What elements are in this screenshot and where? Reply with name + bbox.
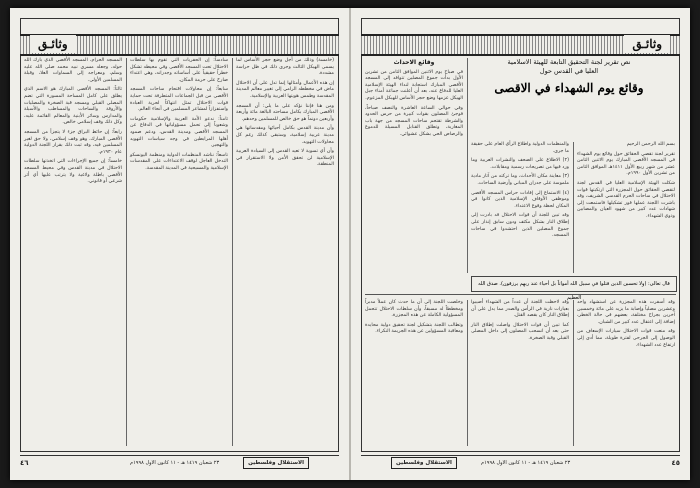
quran-verse-box: قال تعالى: (ولا تحسبن الذين قتلوا في سبيل الله أمواتاً بل أحياء عند ربهم يرزقون). صدق الله العظيم	[471, 276, 677, 292]
column-divider	[467, 300, 468, 446]
paper-name: الاستقلال وفلسطين	[391, 457, 457, 469]
paragraph: (٢) الاطلاع على الصحف والنشرات العربية وما ورد فيها من تصريحات رسمية ومقابلات.	[471, 158, 569, 170]
text-column	[24, 58, 122, 446]
section-title: وثائـق	[624, 35, 670, 53]
section-divider	[365, 294, 676, 295]
text-column	[236, 58, 334, 446]
paragraph: بسم الله الرحمن الرحيم	[626, 142, 675, 147]
paragraph: وقد أسفرت هذه المجزرة عن استشهاد واحد وعشرين مصلياً وإصابة ما يزيد على مائة وخمسين آخرين بجراح مختلفة، بعضهم في حالة الخطر، إضافة إلى اعتقال عدد كبير من الشبان.	[577, 300, 675, 325]
headline-kicker: العليا في القدس حول	[539, 67, 599, 75]
text-column	[471, 142, 569, 273]
paragraph: (٣) معاينة مكان الأحداث، وما تركته من آثار مادية ملموسة على جدران المباني وأرضية الساحات.	[471, 174, 569, 186]
page-footer	[361, 455, 680, 470]
article-columns	[24, 58, 335, 446]
column-divider	[126, 58, 127, 446]
column-divider	[573, 142, 574, 273]
paragraph: وخلصت اللجنة إلى أن ما حدث كان عملاً مدبراً ومخططاً له مسبقاً، وأن سلطات الاحتلال تتحمل المسؤولية الكاملة عن هذه المجزرة.	[365, 300, 463, 319]
paragraph: سابعاً: إن محاولات اقتحام ساحات المسجد الأقصى من قبل الجماعات المتطرفة تحت حماية قوات الاحتلال تمثل انتهاكاً لحرية العبادة واستفزازاً لمشاعر المسلمين في أنحاء العالم.	[130, 87, 228, 113]
paragraph: وأن أي تسوية لا تعيد القدس إلى السيادة العربية الإسلامية لن تحقق الأمن ولا الاستقرار في المنطقة.	[236, 149, 334, 168]
headline-title: وقائع يوم الشهداء في الاقصى	[494, 81, 644, 95]
paper-name: الاستقلال وفلسطين	[243, 457, 309, 469]
section-header	[361, 34, 680, 56]
paragraph: ومن هنا فإننا نؤكد على ما يلي: أن المسجد الأقصى المبارك بكامل مساحته البالغة مائة وأربعة وأربعين دونماً هو حق خالص للمسلمين وحدهم.	[236, 103, 334, 122]
paragraph: وأن مدينة القدس بكامل أحيائها ومقدساتها هي مدينة عربية إسلامية، وستبقى كذلك رغم كل محاولات التهويد.	[236, 126, 334, 145]
paragraph: في صباح يوم الاثنين الموافق الثامن من تشرين الأول بدأت جموع المصلين تتوافد إلى المسجد الأقصى المبارك استجابة لنداء الهيئة الإسلامية العليا للدفاع عنه، بعد أن أعلنت جماعة أمناء جبل الهيكل عزمها وضع حجر الأساس للهيكل المزعوم.	[365, 69, 463, 101]
issue-date: ٢٣ شعبان ١٤١٩ هـ - ١١ كانون الاول ١٩٩٨م	[481, 460, 571, 466]
text-column	[365, 300, 463, 446]
magazine-spread	[10, 8, 690, 480]
paragraph: تاسعاً: نناشد المنظمات الدولية ومنظمة اليونسكو التدخل العاجل لوقف الاعتداءات على المقدسات الإسلامية والمسيحية في المدينة المقدسة.	[130, 152, 228, 171]
issue-date: ٢٣ شعبان ١٤١٩ هـ - ١١ كانون الاول ١٩٩٨م	[130, 460, 220, 466]
paragraph: وتطالب اللجنة بتشكيل لجنة تحقيق دولية محايدة ومعاقبة المسؤولين عن هذه الجريمة النكراء.	[365, 322, 463, 335]
text-column	[577, 300, 675, 446]
left-page	[10, 8, 349, 480]
text-column	[365, 58, 463, 273]
paragraph: وفي حوالي الساعة العاشرة والنصف صباحاً، فوجئ المصلون بقوات كبيرة من حرس الحدود والشرطة تقتحم ساحات المسجد من جهة باب المغاربة، وتطلق القنابل المسيلة للدموع والرصاص الحي بشكل عشوائي.	[365, 105, 463, 137]
paragraph: (٤) الاستماع إلى إفادات حراس المسجد الأقصى وموظفي الأوقاف الإسلامية الذين كانوا في المكان لحظة وقوع الاعتداء.	[471, 190, 569, 209]
text-column	[471, 300, 569, 446]
column-divider	[467, 58, 468, 273]
paragraph: تقرير لجنة تقصي الحقائق حول وقائع يوم الشهداء في المسجد الأقصى المبارك يوم الاثنين الثامن عشر من شهر ربيع الأول ١٤١١هـ الموافق الثامن من تشرين الأول ١٩٩٠م.	[577, 151, 675, 177]
paragraph: والمنظمات الدولية واطلاع الرأي العام على حقيقة ما جرى.	[471, 142, 569, 154]
paragraph: وقد لاحظت اللجنة أن عدداً من الشهداء أصيبوا بعيارات نارية في الرأس والصدر مما يدل على أن إطلاق النار كان بقصد القتل.	[471, 300, 569, 319]
column-divider	[232, 58, 233, 446]
section-header	[20, 34, 339, 56]
paragraph: وقد تبين للجنة أن قوات الاحتلال قد بادرت إلى إطلاق النار بشكل مكثف ودون سابق إنذار على جموع المصلين الذين احتشدوا في ساحات المسجد.	[471, 213, 569, 239]
paragraph: سادساً: إن الحفريات التي تقوم بها سلطات الاحتلال تحت المسجد الأقصى وفي محيطه تشكل خطراً حقيقياً على أساساته وجدرانه، وهي اعتداء صارخ على حرمة المكان.	[130, 58, 228, 83]
paragraph: ثامناً: ندعو الأمة العربية والإسلامية حكومات وشعوباً إلى تحمل مسؤولياتها في الدفاع عن المسجد الأقصى ومدينة القدس، ودعم صمود أهلها المرابطين في وجه سياسات التهويد والتهجير.	[130, 116, 228, 149]
headline-kicker: نص تقرير لجنة التحقيق التابعة للهيئة الاسلامية	[507, 58, 631, 66]
page-footer	[20, 455, 339, 470]
paragraph: وقد منعت قوات الاحتلال سيارات الإسعاف من الوصول إلى الجرحى لفترة طويلة، مما أدى إلى ارتفاع عدد الشهداء.	[577, 329, 675, 348]
section-title: وثائـق	[30, 35, 76, 53]
text-column	[130, 58, 228, 446]
page-number: ٤٦	[20, 459, 29, 467]
text-column	[577, 142, 675, 273]
paragraph: ثالثاً: المسجد الأقصى المبارك هو الاسم الذي يطلق على كامل المساحة المسورة التي تضم المصلى القبلي ومسجد قبة الصخرة والمصليات والأروقة والساحات والمساطب والأسبلة والمدارس وسائر الأبنية والمعالم القائمة عليه، وكل ذلك وقف إسلامي خالص.	[24, 87, 122, 126]
paragraph: المسجد الحرام، المسجد الأقصى الذي بارك الله حوله، وجعله مسرى نبيه محمد صلى الله عليه وسلم، ومعراجه إلى السماوات العلا، وقبلة المسلمين الأولى.	[24, 58, 122, 83]
paragraph: رابعاً: إن حائط البراق جزء لا يتجزأ من المسجد الأقصى المبارك، وهو وقف إسلامي، ولا حق لغير المسلمين فيه، وقد ثبت ذلك بقرار اللجنة الدولية عام ١٩٣٠م.	[24, 129, 122, 155]
paragraph: (خامسة) وذلك من أجل وضع حجر الأساس لما يسمى الهيكل الثالث وجرى ذلك في ظل حراسة مشددة.	[236, 58, 334, 77]
right-page	[351, 8, 690, 480]
paragraph: شكلت الهيئة الإسلامية العليا في القدس لجنة لتقصي الحقائق حول المجزرة التي ارتكبتها قوات الاحتلال في ساحات الحرم القدسي الشريف، وقد باشرت اللجنة عملها فور تشكيلها فاستمعت إلى شهادات عدد كبير من شهود العيان والمصابين وذوي الشهداء.	[577, 180, 675, 219]
paragraph: خامساً: إن جميع الإجراءات التي اتخذتها سلطات الاحتلال في مدينة القدس وفي محيط المسجد الأقصى باطلة ولاغية ولا يترتب عليها أي أثر شرعي أو قانوني.	[24, 159, 122, 185]
section-subheading: وقائع الاحداث	[393, 59, 435, 66]
article-columns	[365, 58, 676, 446]
paragraph: كما تبين أن قوات الاحتلال واصلت إطلاق النار حتى بعد أن انسحب المصلون إلى داخل المصلى القبلي وقبة الصخرة.	[471, 322, 569, 341]
page-number: ٤٥	[671, 459, 680, 467]
paragraph: إن هذه الأعمال وأمثالها إنما تدل على أن الاحتلال ماض في مخططه الرامي إلى تغيير معالم المدينة المقدسة وطمس هويتها العربية والإسلامية.	[236, 80, 334, 99]
column-divider	[573, 300, 574, 446]
